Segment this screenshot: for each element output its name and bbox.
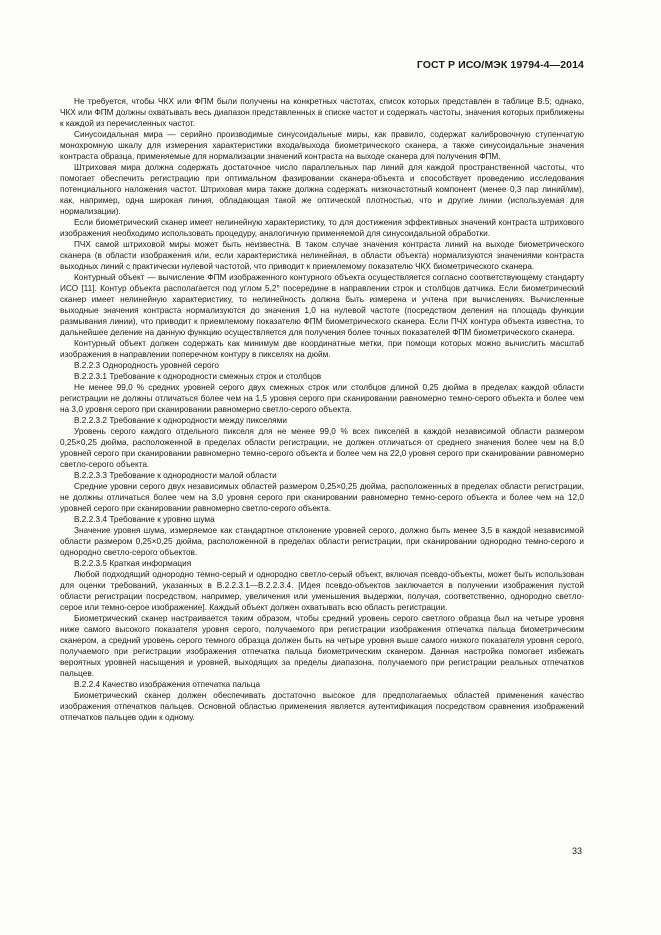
standard-header: ГОСТ Р ИСО/МЭК 19794-4—2014 — [416, 59, 584, 71]
paragraph: Не менее 99,0 % средних уровней серого двух смежных строк или столбцов длиной 0,25 дюйма в пределах каждой области регистрации не должны отличаться более чем на 1,5 уровня серого при сканировании равномерно темно-серого объекта и более чем на 3,0 уровня серого при сканировании равномерно светло-серого объекта. — [60, 383, 584, 414]
paragraph: Средние уровни серого двух независимых областей размером 0,25×0,25 дюйма, расположенных в пределах области регистрации, не должны отличаться более чем на 3,0 уровня серого при сканировании равномерно темно-серого объекта и более чем на 12,0 уровней серого при сканировании равномерно светло-серого объекта. — [60, 482, 584, 513]
paragraph: Любой подходящий однородно темно-серый и однородно светло-серый объект, включая псевдо-объекты, может быть использован для оценки требований, указанных в В.2.2.3.1—В.2.2.3.4. [Идея псевдо-объектов заключается в получении изображения пустой области регистрации посредством, например, увеличения или уменьшения выдержки, получая, соответственно, однородно светло-серое или темно-серое изображение]. Каждый объект должен охватывать всю область регистрации. — [60, 570, 584, 612]
page-number: 33 — [571, 846, 582, 856]
section-heading: В.2.2.3.1 Требование к однородности смежных строк и столбцов — [74, 372, 322, 381]
paragraph: Не требуется, чтобы ЧКХ или ФПМ были получены на конкретных частотах, список которых представлен в таблице В.5; однако, ЧКХ или ФПМ должны охватывать весь диапазон представленных в списке частот и содержать частоты, значения которых приближены к каждой из перечисленных частот. — [60, 97, 584, 128]
paragraph: Значение уровня шума, измеряемое как стандартное отклонение уровней серого, должно быть менее 3,5 в каждой независимой области размером 0,25×0,25 дюйма, расположенной в пределах области регистрации, при сканировании однородно темно-серого и однородно светло-серого объектов. — [60, 526, 584, 557]
section-heading: В.2.2.3.3 Требование к однородности малой области — [74, 471, 277, 480]
section-heading: В.2.2.4 Качество изображения отпечатка пальца — [74, 680, 261, 689]
section-heading: В.2.2.3.4 Требование к уровню шума — [74, 515, 215, 524]
section-heading: В.2.2.3.5 Краткая информация — [74, 559, 192, 568]
paragraph: Контурный объект должен содержать как минимум две координатные метки, при помощи которых можно вычислить масштаб изображения в направлении поперечном контуру в пикселях на дюйм. — [60, 339, 584, 359]
body-text — [60, 96, 584, 723]
section-heading: В.2.2.3.2 Требование к однородности между пикселями — [74, 416, 287, 425]
paragraph: Штриховая мира должна содержать достаточное число параллельных пар линий для каждой пространственной частоты, что помогает обеспечить регистрацию при оптимальном фазировании сканера-объекта и способствует проведению исследования потенциального наложения частот. Штриховая мира также должна содержать низкочастотный компонент (менее 0,3 пар линий/мм), как, например, одна широкая линия, обладающая такой же оптической плотностью, что и другие линии (используемая для нормализации). — [60, 163, 584, 216]
section-heading: В.2.2.3 Однородность уровней серого — [74, 361, 220, 370]
paragraph: Уровень серого каждого отдельного пикселя для не менее 99,0 % всех пикселей в каждой независимой области размером 0,25×0,25 дюйма, расположенной в пределах области регистрации, не должен отличаться от среднего значения более чем на 8,0 уровней серого при сканировании равномерно темно-серого объекта и более чем на 22,0 уровня серого при сканировании равномерно светло-серого объекта. — [60, 427, 584, 469]
paragraph: Если биометрический сканер имеет нелинейную характеристику, то для достижения эффективных значений контраста штрихового изображения необходимо использовать процедуру, аналогичную применяемой для синусоидальной обработки. — [60, 218, 584, 238]
paragraph: Контурный объект — вычисление ФПМ изображенного контурного объекта осуществляется согласно соответствующему стандарту ИСО [11]. Контур объекта располагается под углом 5,2° посередине в направлении строк и столбцов датчика. Если биометрический сканер имеет нелинейную характеристику, то нелинейность должна быть измерена и учтена при вычислениях. Вычисленные выходные значения контраста нормализуются до значения 1,0 на нулевой частоте (посредством деления на площадь функции размывания линии), что приводит к приемлемому показателю ФПМ биометрического сканера. Если ПЧХ контура объекта известна, то дальнейшее деление на данную функцию осуществляется для получения более точных показателей ФПМ биометрического сканера. — [60, 273, 584, 337]
paragraph: Биометрический сканер должен обеспечивать достаточно высокое для предполагаемых областей применения качество изображения отпечатков пальцев. Основной областью применения является аутентификация посредством сравнения изображений отпечатков пальцев один к одному. — [60, 691, 584, 722]
paragraph: Биометрический сканер настраивается таким образом, чтобы средний уровень серого светлого образца был на четыре уровня ниже самого высокого показателя уровня серого, получаемого при регистрации изображения отпечатка пальца биометрическим сканером, а средний уровень серого темного образца должен быть на четыре уровня выше самого низкого показателя уровня серого, получаемого при регистрации изображения отпечатка пальца биометрическим сканером. Данная настройка помогает избежать вероятных уровней насыщения и уровней, выходящих за пределы диапазона, получаемого при регистрации реальных отпечатков пальцев. — [60, 614, 584, 678]
paragraph: Синусоидальная мира — серийно производимые синусоидальные миры, как правило, содержат калибровочную ступенчатую монохромную шкалу для измерения характеристики входа/выхода биометрического сканера, а также синусоидальные значения контраста образца, применяемые для нормализации значений контраста на выходе сканера для получения ФПМ. — [60, 130, 584, 161]
paragraph: ПЧХ самой штриховой миры может быть неизвестна. В таком случае значения контраста линий на выходе биометрического сканера (в области изображения или, если характеристика нелинейная, в области объекта) нормализуются значениями контраста выходных линий с практически нулевой частотой, что приводит к приемлемому показателю ЧКХ биометрического сканера. — [60, 240, 584, 271]
